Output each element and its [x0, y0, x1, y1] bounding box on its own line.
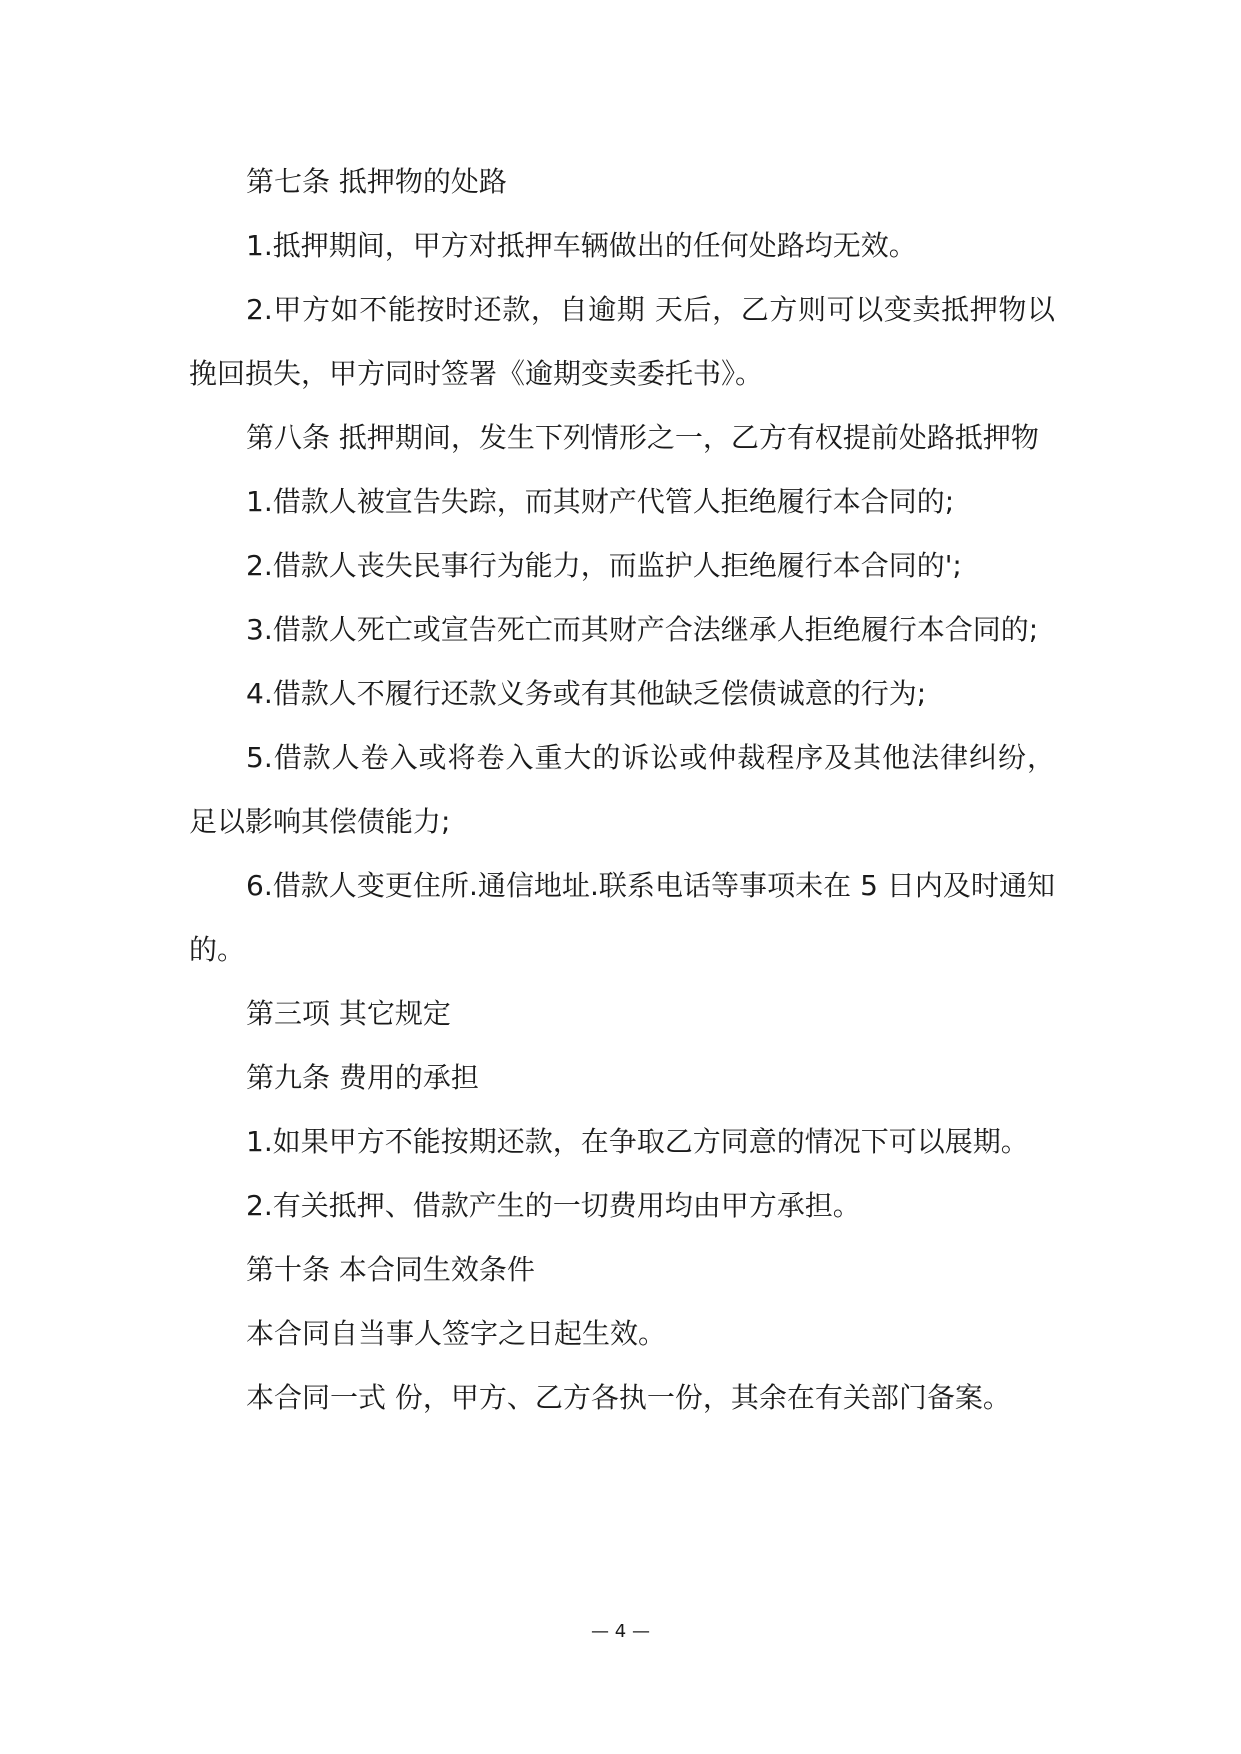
article-8-clause-2: 2.借款人丧失民事行为能力，而监护人拒绝履行本合同的'; — [246, 549, 962, 582]
article-7-clause-1: 1.抵押期间，甲方对抵押车辆做出的任何处路均无效。 — [246, 229, 917, 262]
article-10-text-1: 本合同自当事人签字之日起生效。 — [246, 1317, 667, 1350]
page-number: — 4 — — [591, 1621, 650, 1642]
article-10-heading: 第十条 本合同生效条件 — [246, 1253, 535, 1286]
article-8-clause-4: 4.借款人不履行还款义务或有其他缺乏偿债诚意的行为; — [246, 677, 927, 710]
article-8-clause-3: 3.借款人死亡或宣告死亡而其财产合法继承人拒绝履行本合同的; — [246, 613, 1039, 646]
article-8-clause-1: 1.借款人被宣告失踪，而其财产代管人拒绝履行本合同的; — [246, 485, 955, 518]
article-8-clause-6: 6.借款人变更住所.通信地址.联系电话等事项未在 5 日内及时通知的。 — [189, 869, 1055, 966]
article-8-heading: 第八条 抵押期间，发生下列情形之一，乙方有权提前处路抵押物 — [246, 421, 1039, 454]
article-10-text-2: 本合同一式 份，甲方、乙方各执一份，其余在有关部门备案。 — [246, 1381, 1011, 1414]
document-body — [189, 150, 1055, 1430]
article-8-clause-5: 5.借款人卷入或将卷入重大的诉讼或仲裁程序及其他法律纠纷，足以影响其偿债能力; — [189, 741, 1055, 838]
article-7-clause-2: 2.甲方如不能按时还款，自逾期 天后，乙方则可以变卖抵押物以挽回损失，甲方同时签署《逾期变卖委托书》。 — [189, 293, 1055, 390]
article-9-clause-2: 2.有关抵押、借款产生的一切费用均由甲方承担。 — [246, 1189, 861, 1222]
article-9-heading: 第九条 费用的承担 — [246, 1061, 479, 1094]
article-9-clause-1: 1.如果甲方不能按期还款，在争取乙方同意的情况下可以展期。 — [246, 1125, 1029, 1158]
article-7-heading: 第七条 抵押物的处路 — [246, 165, 507, 198]
section-3-heading: 第三项 其它规定 — [246, 997, 451, 1030]
